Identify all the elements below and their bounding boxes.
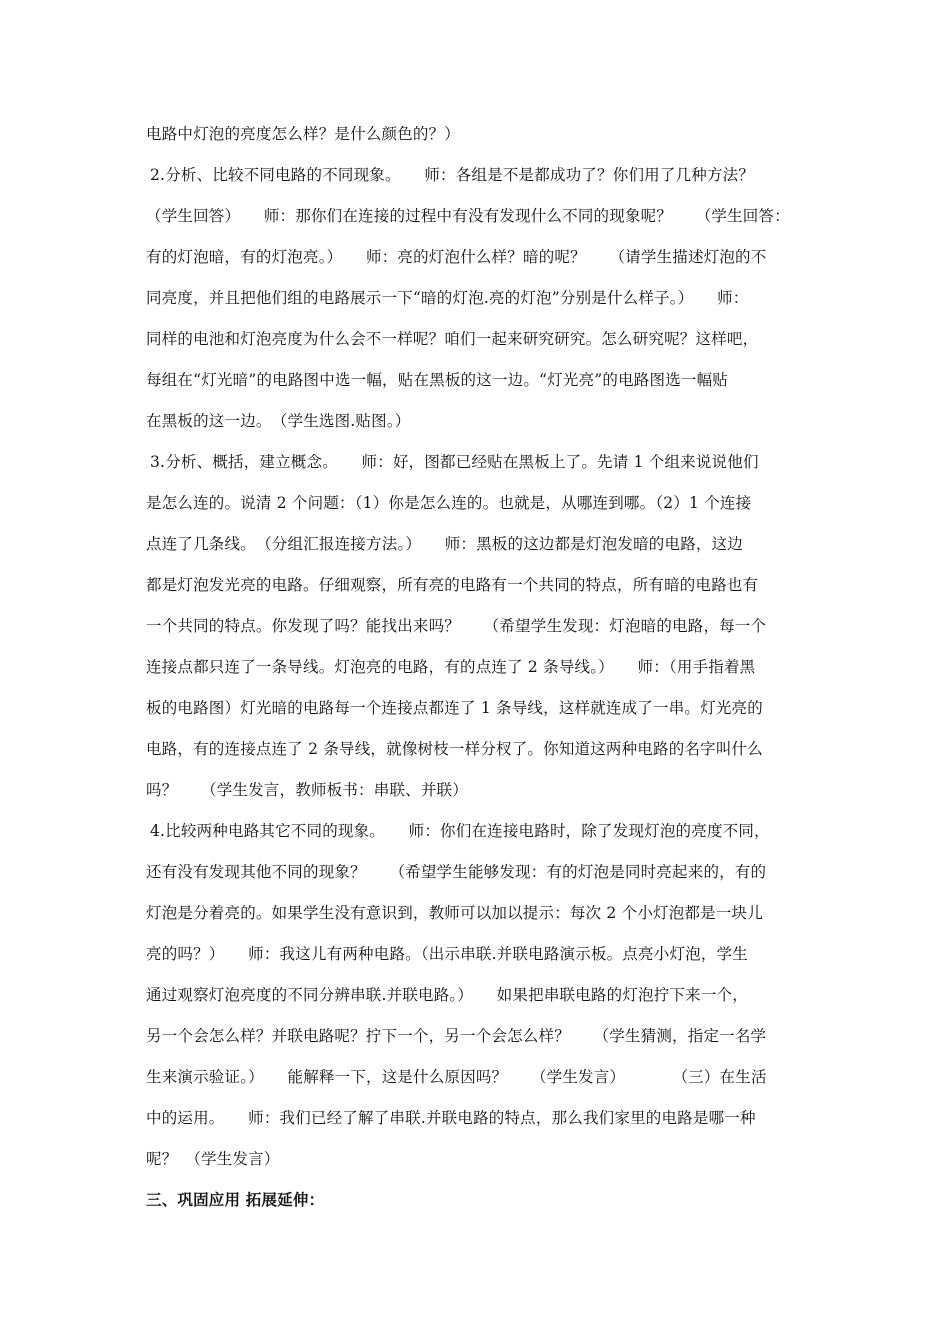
text-line: 电路中灯泡的亮度怎么样？是什么颜色的？） <box>146 125 461 143</box>
text-line: 同样的电池和灯泡亮度为什么会不一样呢？咱们一起来研究研究。怎么研究呢？这样吧， <box>146 330 759 348</box>
text-line: 中的运用。 师：我们已经了解了串联.并联电路的特点，那么我们家里的电路是哪一种 <box>146 1109 756 1127</box>
text-line: （学生回答） 师：那你们在连接的过程中有没有发现什么不同的现象呢？ （学生回答： <box>146 207 790 225</box>
text-line: 通过观察灯泡亮度的不同分辨串联.并联电路。） 如果把串联电路的灯泡拧下来一个， <box>146 986 748 1004</box>
text-line: 电路，有的连接点连了 2 条导线，就像树枝一样分杈了。你知道这两种电路的名字叫什么 <box>146 740 763 758</box>
text-line: 4.比较两种电路其它不同的现象。 师：你们在连接电路时，除了发现灯泡的亮度不同， <box>150 822 770 840</box>
text-line: 在黑板的这一边。 （学生选图.贴图。） <box>146 412 411 430</box>
text-line: 呢？ （学生发言） <box>146 1150 280 1168</box>
text-line: 一个共同的特点。你发现了吗？能找出来吗？ （希望学生发现：灯泡暗的电路，每一个 <box>146 617 767 635</box>
text-line: 另一个会怎么样？并联电路呢？拧下一个，另一个会怎么样？ （学生猜测，指定一名学 <box>146 1027 767 1045</box>
text-line: 都是灯泡发光亮的电路。仔细观察，所有亮的电路有一个共同的特点，所有暗的电路也有 <box>146 576 759 594</box>
text-line: 同亮度，并且把他们组的电路展示一下“暗的灯泡.亮的灯泡”分别是什么样子。） 师： <box>146 289 749 307</box>
text-line: 连接点都只连了一条导线。灯泡亮的电路，有的点连了 2 条导线。） 师：（用手指着黑 <box>146 658 756 676</box>
text-line: 生来演示验证。） 能解释一下，这是什么原因吗？ （学生发言） （三）在生活 <box>146 1068 767 1086</box>
text-line: 吗？ （学生发言，教师板书：串联、并联） <box>146 781 468 799</box>
text-line: 亮的吗？） 师：我这儿有两种电路。（出示串联.并联电路演示板。点亮小灯泡，学生 <box>146 945 748 963</box>
text-line: 2.分析、比较不同电路的不同现象。 师：各组是不是都成功了？你们用了几种方法？ <box>150 166 755 184</box>
text-line: 是怎么连的。说清 2 个问题：（1）你是怎么连的。也就是，从哪连到哪。（2）1 个连接 <box>146 494 752 512</box>
section-heading: 三、巩固应用 拓展延伸： <box>146 1190 325 1209</box>
text-line: 点连了几条线。 （分组汇报连接方法。） 师：黑板的这边都是灯泡发暗的电路，这边 <box>146 535 744 553</box>
text-line: 3.分析、概括，建立概念。 师：好，图都已经贴在黑板上了。先请 1 个组来说说他们 <box>150 453 759 471</box>
text-line: 灯泡是分着亮的。如果学生没有意识到，教师可以加以提示：每次 2 个小灯泡都是一块儿 <box>146 904 763 922</box>
text-line: 板的电路图）灯光暗的电路每一个连接点都连了 1 条导线，这样就连成了一串。灯光亮的 <box>146 699 763 717</box>
text-line: 每组在“灯光暗”的电路图中选一幅，贴在黑板的这一边。“灯光亮”的电路图选一幅贴 <box>146 371 728 389</box>
text-line: 有的灯泡暗，有的灯泡亮。） 师：亮的灯泡什么样？暗的呢？ （请学生描述灯泡的不 <box>146 248 767 266</box>
text-line: 还有没有发现其他不同的现象？ （希望学生能够发现：有的灯泡是同时亮起来的，有的 <box>146 863 767 881</box>
